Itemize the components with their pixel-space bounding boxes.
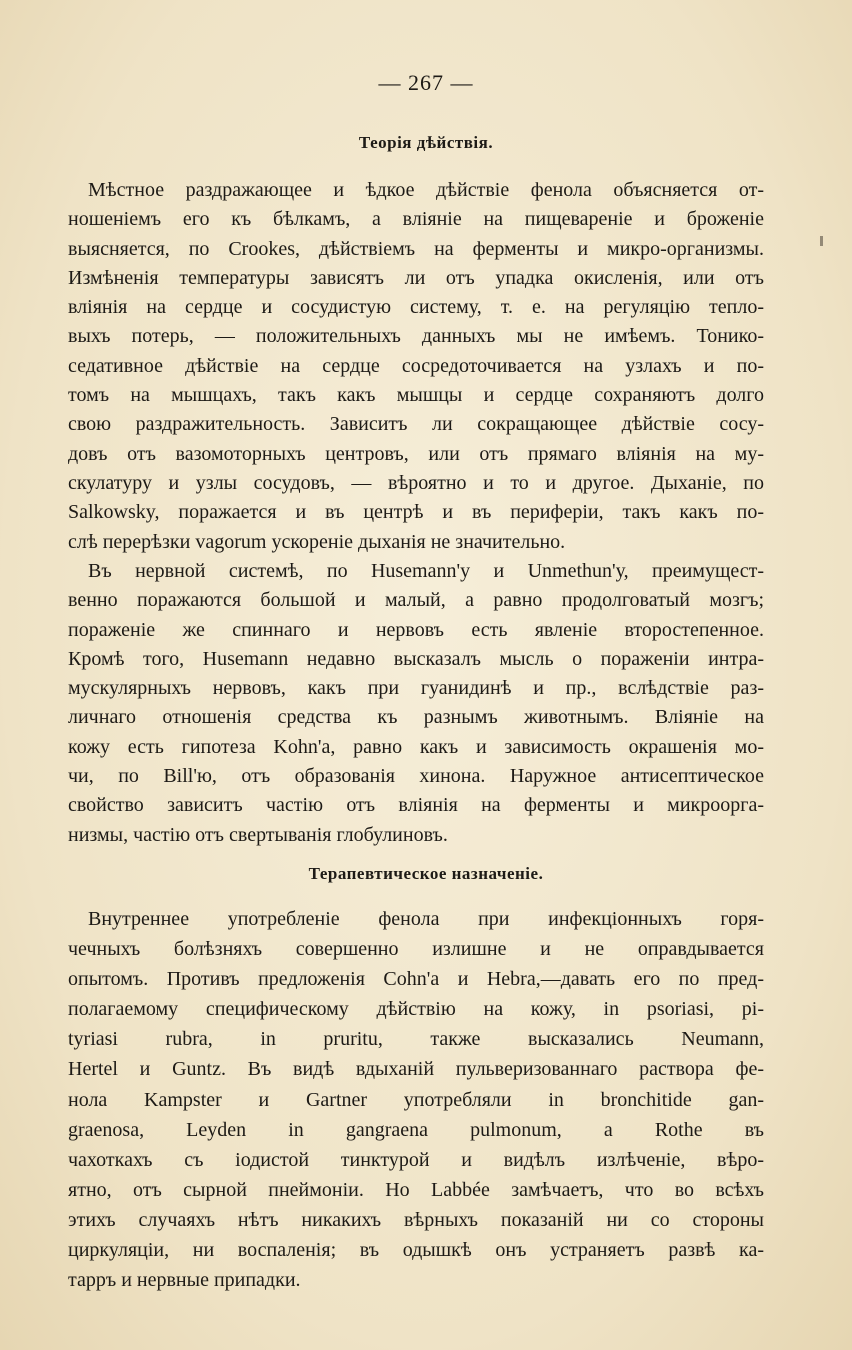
text-line: Hertel и Guntz. Въ видѣ вдыханій пульверизованнаго раствора фе- — [68, 1058, 764, 1081]
text-line: Внутреннее употребленіе фенола при инфекціонныхъ горя- — [88, 908, 764, 930]
text-line: чи, по Bill'ю, отъ образованія хинона. Наружное антисептическое — [68, 765, 764, 788]
text-line: ятно, отъ сырной пнеймоніи. Но Labbée замѣчаетъ, что во всѣхъ — [68, 1178, 764, 1201]
section-title-therapeutic: Терапевтическое назначеніе. — [308, 864, 544, 883]
text-line: нола Kampster и Gartner употребляли in bronchitide gan- — [68, 1088, 764, 1111]
text-line: свою раздражительность. Зависитъ ли сокращающее дѣйствіе сосу- — [68, 413, 764, 436]
text-line: Кромѣ того, Husemann недавно высказалъ мысль о пораженіи интра- — [68, 647, 764, 670]
text-line: выхъ потерь, — положительныхъ данныхъ мы не имѣемъ. Тонико- — [68, 325, 764, 348]
text-line: пораженіе же спиннаго и нервовъ есть явленіе второстепенное. — [68, 618, 764, 641]
text-line: кожу есть гипотеза Kohn'а, равно какъ и зависимость окрашенія мо- — [68, 735, 764, 758]
text-line: циркуляціи, ни воспаленія; въ одышкѣ онъ устраняетъ развѣ ка- — [68, 1239, 764, 1262]
page-number: — 267 — — [378, 70, 474, 95]
text-line: опытомъ. Противъ предложенія Cohn'а и Hebra,—давать его по пред- — [68, 968, 764, 991]
paragraph-theory-2 — [68, 557, 764, 850]
text-line: тарръ и нервные припадки. — [68, 1269, 301, 1292]
text-line: ношеніемъ его къ бѣлкамъ, а вліяніе на пищевареніе и броженіе — [68, 208, 764, 231]
text-line: слѣ перерѣзки vagorum ускореніе дыханія не значительно. — [68, 530, 566, 553]
text-line: graenosa, Leyden in gangraena pulmonum, а Rothe въ — [68, 1118, 764, 1141]
text-line: чечныхъ болѣзняхъ совершенно излишне и не оправдывается — [68, 938, 764, 961]
text-line: седативное дѣйствіе на сердце сосредоточивается на узлахъ и по- — [68, 354, 764, 377]
text-line: мускулярныхъ нервовъ, какъ при гуанидинѣ и пр., вслѣдствіе раз- — [68, 677, 764, 700]
text-line: свойство зависитъ частію отъ вліянія на ферменты и микроорга- — [68, 794, 764, 817]
section-title-theory: Теорія дѣйствія. — [358, 133, 494, 152]
text-line: этихъ случаяхъ нѣтъ никакихъ вѣрныхъ показаній ни со стороны — [68, 1208, 764, 1231]
text-line: полагаемому специфическому дѣйствію на кожу, in psoriasi, pi- — [68, 998, 764, 1021]
text-line: венно поражаются большой и малый, а равно продолговатый мозгъ; — [68, 589, 764, 612]
text-line: Въ нервной системѣ, по Husemann'у и Unmethun'у, преимущест- — [88, 560, 764, 582]
text-line: личнаго отношенія средства къ разнымъ животнымъ. Вліяніе на — [68, 706, 764, 729]
text-line: Измѣненія температуры зависятъ ли отъ упадка окисленія, или отъ — [68, 266, 764, 289]
text-line: tyriasi rubra, in pruritu, также высказались Neumann, — [68, 1028, 764, 1051]
ink-speck — [820, 236, 823, 246]
text-line: довъ отъ вазомоторныхъ центровъ, или отъ прямаго вліянія на му- — [68, 442, 764, 465]
text-line: чахоткахъ съ іодистой тинктурой и видѣлъ излѣченіе, вѣро- — [68, 1148, 764, 1171]
text-line: Мѣстное раздражающее и ѣдкое дѣйствіе фенола объясняется от- — [88, 179, 764, 201]
text-line: Salkowsky, поражается и въ центрѣ и въ периферіи, такъ какъ по- — [68, 501, 764, 524]
text-line: вліянія на сердце и сосудистую систему, т. е. на регуляцію тепло- — [68, 296, 764, 319]
text-line: скулатуру и узлы сосудовъ, — вѣроятно и то и другое. Дыханіе, по — [68, 471, 764, 494]
paragraph-therapeutic — [68, 904, 764, 1295]
text-line: выясняется, по Crookes, дѣйствіемъ на ферменты и микро-организмы. — [68, 237, 764, 260]
text-line: низмы, частію отъ свертыванія глобулиновъ. — [68, 823, 448, 846]
paragraph-theory-1 — [68, 176, 764, 557]
text-line: томъ на мышцахъ, такъ какъ мышцы и сердце сохраняютъ долго — [68, 384, 764, 407]
